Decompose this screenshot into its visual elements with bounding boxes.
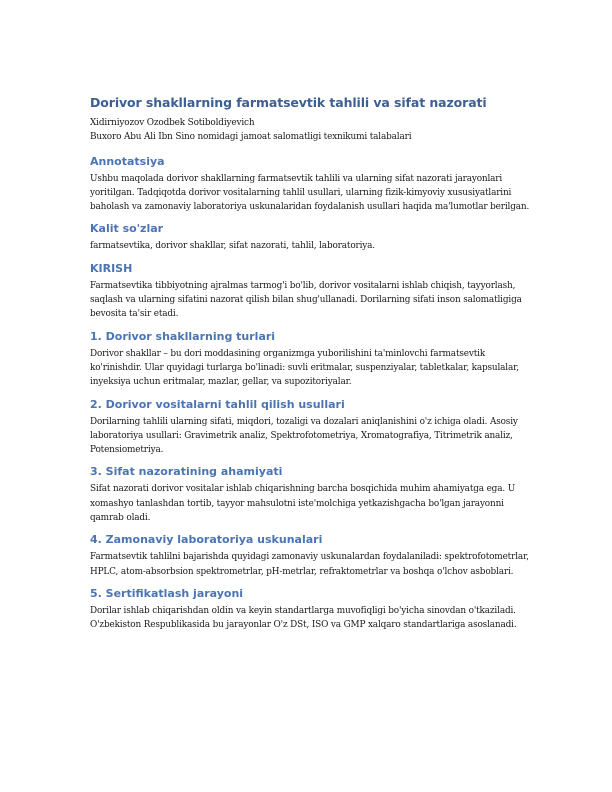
section-heading: 2. Dorivor vositalarni tahlil qilish usullari xyxy=(90,397,345,411)
section-text: Sifat nazorati dorivor vositalar ishlab chiqarishning barcha bosqichida muhim ahamiyatga ega. U xomashyo tanlashdan tortib, tayyor mahsulotni iste'molchiga yetkazishgacha bo'lgan jarayonni qamrab oladi. xyxy=(90,484,516,524)
section-certification xyxy=(90,587,530,633)
section-heading: 3. Sifat nazoratining ahamiyati xyxy=(90,465,283,479)
section-text: farmatsevtika, dorivor shakllar, sifat nazorati, tahlil, laboratoriya. xyxy=(90,241,375,252)
section-dosage-forms xyxy=(90,330,530,390)
section-heading: 1. Dorivor shakllarning turlari xyxy=(90,329,276,343)
section-heading: 4. Zamonaviy laboratoriya uskunalari xyxy=(90,533,323,547)
section-text: Dorivor shakllar – bu dori moddasining organizmga yuborilishini ta'minlovchi farmatsevtik ko'rinishdir. Ular quyidagi turlarga bo'linadi: suvli eritmalar, suspenziyalar, tabletkalar, kapsulalar, inyeksiya uchun eritmalar, mazlar, gellar, va supozitoriyalar. xyxy=(90,348,519,388)
section-analysis-methods xyxy=(90,398,530,458)
section-keywords xyxy=(90,222,530,253)
section-quality-control xyxy=(90,465,530,525)
author-affiliation: Buxoro Abu Ali Ibn Sino nomidagi jamoat salomatligi texnikumi talabalari xyxy=(90,132,412,143)
section-lab-equipment xyxy=(90,533,530,579)
section-text: Farmatsevtika tibbiyotning ajralmas tarmog'i bo'lib, dorivor vositalarni ishlab chiqish, tayyorlash, saqlash va ularning sifatini nazorat qilish bilan shug'ullanadi. Dorilarning sifati inson salomatligiga bevosita ta'sir etadi. xyxy=(90,280,522,320)
section-heading: 5. Sertifikatlash jarayoni xyxy=(90,586,244,600)
section-annotation xyxy=(90,155,530,215)
section-text: Dorilar ishlab chiqarishdan oldin va keyin standartlarga muvofiqligi bo'yicha sinovdan o'tkaziladi. O'zbekiston Respublikasida bu jarayonlar O'z DSt, ISO va GMP xalqaro standartlariga asoslanadi. xyxy=(90,605,517,631)
section-text: Dorilarning tahlili ularning sifati, miqdori, tozaligi va dozalari aniqlanishini o'z ichiga oladi. Asosiy laboratoriya usullari: Gravimetrik analiz, Spektrofotometriya, Xromatografiya, Titrimetrik analiz, Potensiometriya. xyxy=(90,416,518,456)
section-text: Ushbu maqolada dorivor shakllarning farmatsevtik tahlili va ularning sifat nazorati jarayonlari yoritilgan. Tadqiqotda dorivor vositalarning tahlil usullari, ularning fizik-kimyoviy xususiyatlarini baholash va zamonaviy laboratoriya uskunalaridan foydalanish usullari haqida ma'lumotlar berilgan. xyxy=(90,173,530,213)
section-heading: Kalit so'zlar xyxy=(90,222,164,236)
section-introduction xyxy=(90,262,530,322)
section-text: Farmatsevtik tahlilni bajarishda quyidagi zamonaviy uskunalardan foydalaniladi: spektrofotometrlar, HPLC, atom-absorbsion spektrometrlar, pH-metrlar, refraktometrlar va boshqa o'lchov asboblari. xyxy=(90,552,529,577)
section-heading: Annotatsiya xyxy=(90,154,165,168)
author-name: Xidirniyozov Ozodbek Sotiboldiyevich xyxy=(90,118,255,128)
section-heading: KIRISH xyxy=(90,261,133,275)
document-content xyxy=(90,95,530,633)
document-title: Dorivor shakllarning farmatsevtik tahlili va sifat nazorati xyxy=(90,95,487,110)
